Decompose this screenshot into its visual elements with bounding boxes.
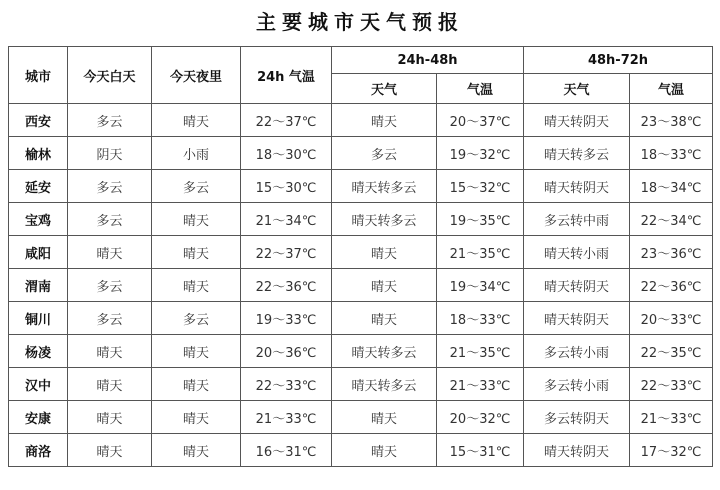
weather-24-48h: 晴天	[332, 269, 437, 302]
today-night-weather: 晴天	[152, 434, 241, 467]
today-night-weather: 多云	[152, 170, 241, 203]
temp-24h: 22～33℃	[241, 368, 332, 401]
today-day-weather: 晴天	[68, 368, 152, 401]
forecast-table	[8, 46, 713, 467]
temp-48-72h: 20～33℃	[630, 302, 713, 335]
temp-48-72h: 17～32℃	[630, 434, 713, 467]
today-day-weather: 晴天	[68, 434, 152, 467]
temp-24h: 20～36℃	[241, 335, 332, 368]
city-name: 商洛	[9, 434, 68, 467]
weather-48-72h: 晴天转阴天	[524, 434, 630, 467]
city-name: 铜川	[9, 302, 68, 335]
today-night-weather: 晴天	[152, 203, 241, 236]
city-name: 宝鸡	[9, 203, 68, 236]
city-name: 安康	[9, 401, 68, 434]
temp-24h: 15～30℃	[241, 170, 332, 203]
temp-48-72h: 21～33℃	[630, 401, 713, 434]
today-night-weather: 多云	[152, 302, 241, 335]
city-name: 咸阳	[9, 236, 68, 269]
temp-48-72h: 23～36℃	[630, 236, 713, 269]
city-name: 杨凌	[9, 335, 68, 368]
temp-48-72h: 22～36℃	[630, 269, 713, 302]
today-day-weather: 多云	[68, 302, 152, 335]
header-weather-72: 天气	[524, 74, 630, 104]
temp-24-48h: 19～32℃	[437, 137, 524, 170]
table-row	[9, 302, 713, 335]
city-name: 渭南	[9, 269, 68, 302]
today-night-weather: 晴天	[152, 335, 241, 368]
weather-24-48h: 晴天	[332, 302, 437, 335]
weather-24-48h: 晴天转多云	[332, 335, 437, 368]
city-name: 汉中	[9, 368, 68, 401]
temp-24h: 22～37℃	[241, 104, 332, 137]
header-period-24-48: 24h-48h	[332, 47, 524, 74]
temp-48-72h: 18～34℃	[630, 170, 713, 203]
table-row	[9, 104, 713, 137]
today-day-weather: 阴天	[68, 137, 152, 170]
temp-24h: 22～36℃	[241, 269, 332, 302]
table-row	[9, 137, 713, 170]
today-day-weather: 多云	[68, 170, 152, 203]
weather-48-72h: 晴天转阴天	[524, 302, 630, 335]
temp-24-48h: 15～31℃	[437, 434, 524, 467]
header-period-48-72: 48h-72h	[524, 47, 713, 74]
header-weather-48: 天气	[332, 74, 437, 104]
temp-48-72h: 22～35℃	[630, 335, 713, 368]
weather-48-72h: 晴天转小雨	[524, 236, 630, 269]
table-row	[9, 434, 713, 467]
weather-48-72h: 晴天转阴天	[524, 170, 630, 203]
table-row	[9, 269, 713, 302]
table-row	[9, 335, 713, 368]
table-row	[9, 401, 713, 434]
today-day-weather: 晴天	[68, 401, 152, 434]
table-row	[9, 170, 713, 203]
header-temp-48: 气温	[437, 74, 524, 104]
temp-48-72h: 22～34℃	[630, 203, 713, 236]
page-title: 主要城市天气预报	[256, 10, 464, 34]
weather-24-48h: 晴天	[332, 236, 437, 269]
temp-24-48h: 21～33℃	[437, 368, 524, 401]
today-night-weather: 晴天	[152, 236, 241, 269]
temp-24h: 21～33℃	[241, 401, 332, 434]
temp-48-72h: 23～38℃	[630, 104, 713, 137]
city-name: 西安	[9, 104, 68, 137]
weather-48-72h: 多云转中雨	[524, 203, 630, 236]
city-name: 榆林	[9, 137, 68, 170]
temp-48-72h: 22～33℃	[630, 368, 713, 401]
weather-24-48h: 晴天转多云	[332, 368, 437, 401]
temp-24h: 16～31℃	[241, 434, 332, 467]
today-day-weather: 晴天	[68, 236, 152, 269]
temp-24-48h: 20～37℃	[437, 104, 524, 137]
today-day-weather: 晴天	[68, 335, 152, 368]
temp-24h: 21～34℃	[241, 203, 332, 236]
weather-48-72h: 多云转阴天	[524, 401, 630, 434]
weather-48-72h: 晴天转阴天	[524, 104, 630, 137]
today-night-weather: 晴天	[152, 104, 241, 137]
weather-24-48h: 晴天转多云	[332, 170, 437, 203]
temp-24h: 18～30℃	[241, 137, 332, 170]
weather-24-48h: 晴天	[332, 104, 437, 137]
header-temp-72: 气温	[630, 74, 713, 104]
temp-24h: 19～33℃	[241, 302, 332, 335]
table-row	[9, 368, 713, 401]
table-row	[9, 236, 713, 269]
today-day-weather: 多云	[68, 269, 152, 302]
city-name: 延安	[9, 170, 68, 203]
weather-24-48h: 晴天	[332, 434, 437, 467]
header-city: 城市	[9, 47, 68, 104]
today-night-weather: 晴天	[152, 269, 241, 302]
temp-24h: 22～37℃	[241, 236, 332, 269]
weather-24-48h: 晴天	[332, 401, 437, 434]
table-row	[9, 203, 713, 236]
weather-24-48h: 多云	[332, 137, 437, 170]
weather-24-48h: 晴天转多云	[332, 203, 437, 236]
temp-24-48h: 20～32℃	[437, 401, 524, 434]
temp-24-48h: 18～33℃	[437, 302, 524, 335]
today-night-weather: 晴天	[152, 401, 241, 434]
header-today-night: 今天夜里	[152, 47, 241, 104]
today-day-weather: 多云	[68, 203, 152, 236]
temp-24-48h: 21～35℃	[437, 236, 524, 269]
weather-48-72h: 多云转小雨	[524, 368, 630, 401]
weather-48-72h: 晴天转多云	[524, 137, 630, 170]
today-night-weather: 小雨	[152, 137, 241, 170]
weather-48-72h: 晴天转阴天	[524, 269, 630, 302]
weather-48-72h: 多云转小雨	[524, 335, 630, 368]
header-temp-24h: 24h 气温	[241, 47, 332, 104]
temp-24-48h: 19～34℃	[437, 269, 524, 302]
temp-24-48h: 15～32℃	[437, 170, 524, 203]
temp-48-72h: 18～33℃	[630, 137, 713, 170]
today-night-weather: 晴天	[152, 368, 241, 401]
today-day-weather: 多云	[68, 104, 152, 137]
header-today-day: 今天白天	[68, 47, 152, 104]
temp-24-48h: 19～35℃	[437, 203, 524, 236]
temp-24-48h: 21～35℃	[437, 335, 524, 368]
